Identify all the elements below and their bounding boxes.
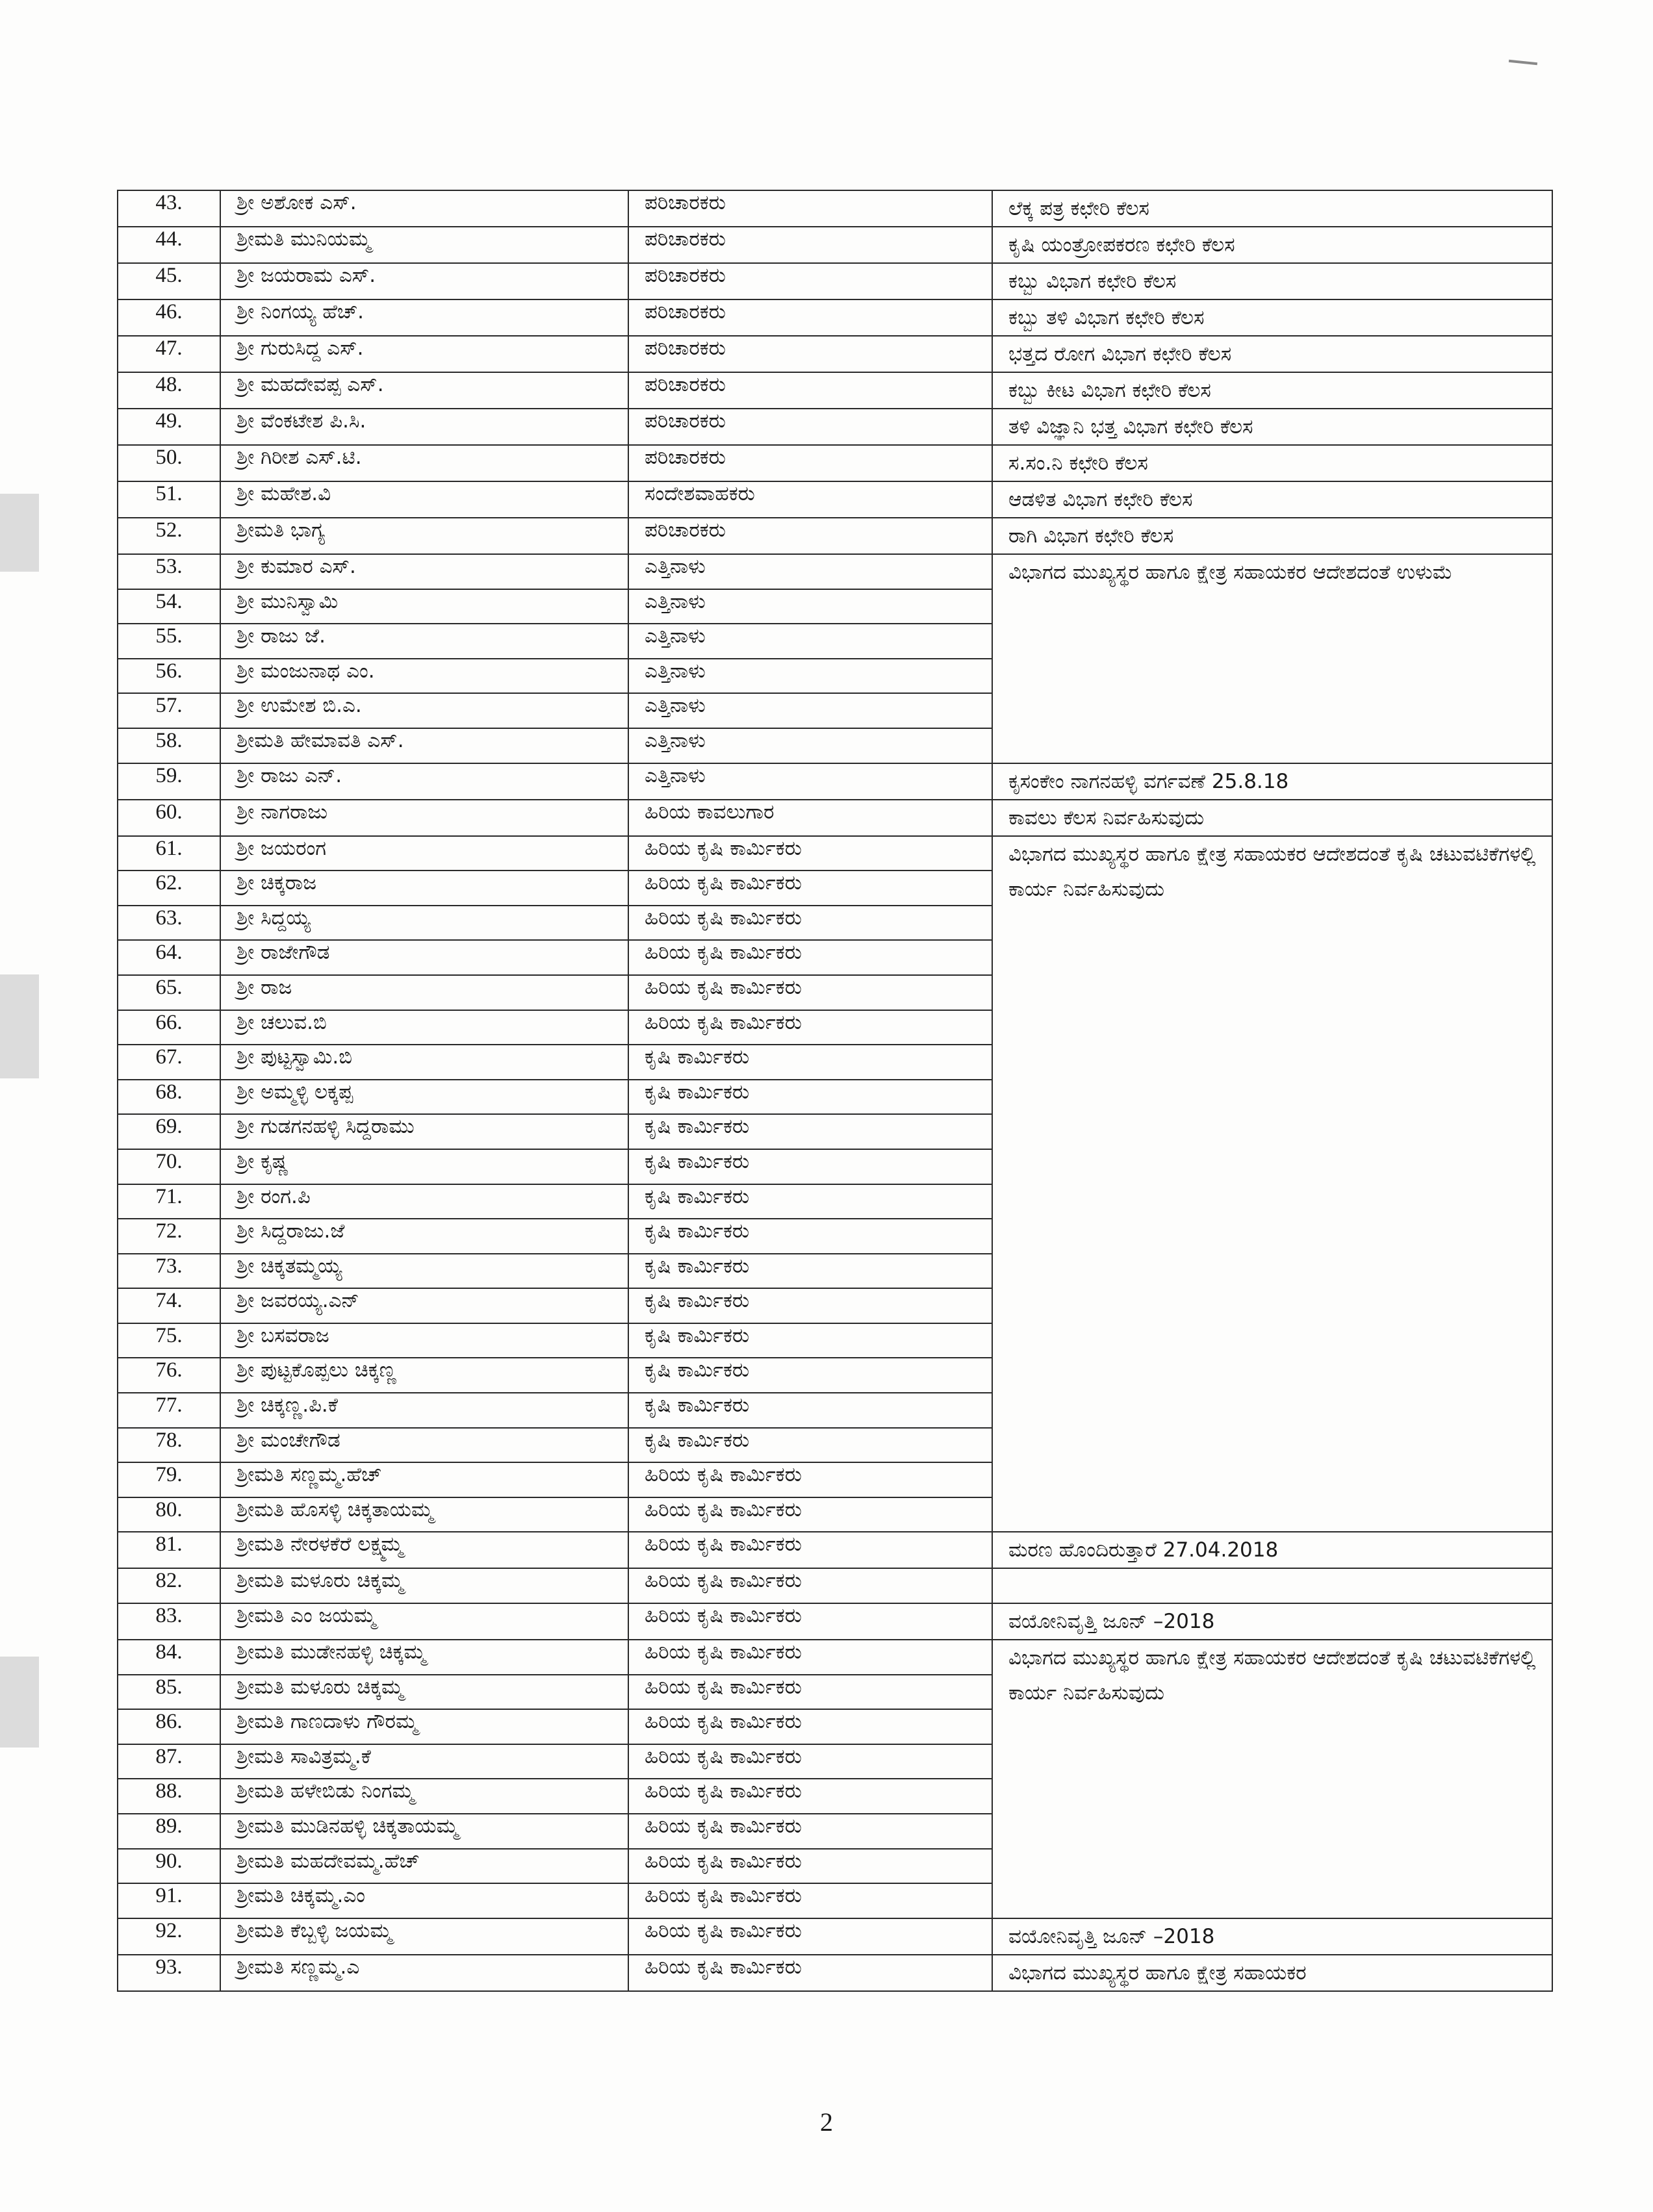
- employee-name-cell: ಶ್ರೀಮತಿ ಮುಡಿನಹಳ್ಳಿ ಚಿಕ್ಕತಾಯಮ್ಮ: [220, 1814, 628, 1849]
- serial-number-cell: 46.: [118, 299, 220, 336]
- serial-number-cell: 71.: [118, 1184, 220, 1219]
- work-assignment-cell: ಕೃಸಂಕೇಂ ನಾಗನಹಳ್ಳಿ ವರ್ಗವಣೆ 25.8.18: [992, 763, 1552, 800]
- employee-name-cell: ಶ್ರೀ ಗುರುಸಿದ್ದ ಎಸ್.: [220, 336, 628, 372]
- serial-number-cell: 67.: [118, 1045, 220, 1080]
- table-row: [118, 1532, 1552, 1568]
- employee-name-cell: ಶ್ರೀಮತಿ ಮಳೂರು ಚಿಕ್ಕಮ್ಮ: [220, 1568, 628, 1603]
- designation-cell: ಹಿರಿಯ ಕಾವಲುಗಾರ: [628, 800, 992, 836]
- employee-name-cell: ಶ್ರೀ ರಾಜ: [220, 975, 628, 1010]
- employee-name-cell: ಶ್ರೀ ಮಹೇಶ.ವಿ: [220, 481, 628, 518]
- serial-number-cell: 51.: [118, 481, 220, 518]
- employee-name-cell: ಶ್ರೀ ಮಂಚೇಗೌಡ: [220, 1428, 628, 1463]
- employee-name-cell: ಶ್ರೀ ಅಶೋಕ ಎಸ್.: [220, 190, 628, 227]
- employee-name-cell: ಶ್ರೀಮತಿ ಸಣ್ಣಮ್ಮ.ಎ: [220, 1955, 628, 1991]
- table-row: [118, 445, 1552, 481]
- designation-cell: ಎತ್ತಿನಾಳು: [628, 693, 992, 728]
- work-assignment-cell: ತಳಿ ವಿಜ್ಞಾನಿ ಭತ್ತ ವಿಭಾಗ ಕಛೇರಿ ಕೆಲಸ: [992, 409, 1552, 445]
- serial-number-cell: 92.: [118, 1918, 220, 1955]
- work-assignment-cell: ಲೆಕ್ಕ ಪತ್ರ ಕಛೇರಿ ಕೆಲಸ: [992, 190, 1552, 227]
- serial-number-cell: 74.: [118, 1288, 220, 1323]
- scan-edge-mark: [0, 494, 39, 572]
- employee-name-cell: ಶ್ರೀ ಜವರಯ್ಯ.ಎನ್: [220, 1288, 628, 1323]
- employee-name-cell: ಶ್ರೀ ಸಿದ್ದಯ್ಯ: [220, 906, 628, 941]
- designation-cell: ಹಿರಿಯ ಕೃಷಿ ಕಾರ್ಮಿಕರು: [628, 1568, 992, 1603]
- serial-number-cell: 73.: [118, 1254, 220, 1289]
- designation-cell: ಹಿರಿಯ ಕೃಷಿ ಕಾರ್ಮಿಕರು: [628, 836, 992, 871]
- employee-name-cell: ಶ್ರೀಮತಿ ಹೊಸಳ್ಳಿ ಚಿಕ್ಕತಾಯಮ್ಮ: [220, 1497, 628, 1532]
- employee-name-cell: ಶ್ರೀಮತಿ ಭಾಗ್ಯ: [220, 518, 628, 554]
- scan-corner-mark: [1509, 60, 1537, 66]
- designation-cell: ಎತ್ತಿನಾಳು: [628, 589, 992, 624]
- employee-name-cell: ಶ್ರೀಮತಿ ಹಳೇಬಿಡು ನಿಂಗಮ್ಮ: [220, 1779, 628, 1814]
- designation-cell: ಹಿರಿಯ ಕೃಷಿ ಕಾರ್ಮಿಕರು: [628, 1675, 992, 1710]
- work-assignment-cell: ವಯೋನಿವೃತ್ತಿ ಜೂನ್ –2018: [992, 1918, 1552, 1955]
- work-assignment-cell: ವಿಭಾಗದ ಮುಖ್ಯಸ್ಥರ ಹಾಗೂ ಕ್ಷೇತ್ರ ಸಹಾಯಕರ ಆದೇಶದಂತೆ ಉಳುಮೆ: [992, 554, 1552, 763]
- table-row: [118, 1603, 1552, 1640]
- work-assignment-cell: ವಿಭಾಗದ ಮುಖ್ಯಸ್ಥರ ಹಾಗೂ ಕ್ಷೇತ್ರ ಸಹಾಯಕರ ಆದೇಶದಂತೆ ಕೃಷಿ ಚಟುವಟಿಕೆಗಳಲ್ಲಿ ಕಾರ್ಯ ನಿರ್ವಹಿಸುವುದು: [992, 1640, 1552, 1918]
- employee-name-cell: ಶ್ರೀ ಚಿಕ್ಕಣ್ಣ.ಪಿ.ಕೆ: [220, 1393, 628, 1428]
- table-row: [118, 409, 1552, 445]
- designation-cell: ಕೃಷಿ ಕಾರ್ಮಿಕರು: [628, 1358, 992, 1393]
- employee-name-cell: ಶ್ರೀ ಮುನಿಸ್ವಾಮಿ: [220, 589, 628, 624]
- serial-number-cell: 45.: [118, 263, 220, 299]
- employee-name-cell: ಶ್ರೀಮತಿ ಕೆಬ್ಬಳ್ಳಿ ಜಯಮ್ಮ: [220, 1918, 628, 1955]
- serial-number-cell: 75.: [118, 1323, 220, 1358]
- work-assignment-cell: ಸ.ಸಂ.ನಿ ಕಛೇರಿ ಕೆಲಸ: [992, 445, 1552, 481]
- work-assignment-cell: ಕಾವಲು ಕೆಲಸ ನಿರ್ವಹಿಸುವುದು: [992, 800, 1552, 836]
- serial-number-cell: 81.: [118, 1532, 220, 1568]
- serial-number-cell: 43.: [118, 190, 220, 227]
- designation-cell: ಹಿರಿಯ ಕೃಷಿ ಕಾರ್ಮಿಕರು: [628, 1779, 992, 1814]
- employee-name-cell: ಶ್ರೀಮತಿ ಎಂ ಜಯಮ್ಮ: [220, 1603, 628, 1640]
- serial-number-cell: 80.: [118, 1497, 220, 1532]
- serial-number-cell: 52.: [118, 518, 220, 554]
- table-row: [118, 263, 1552, 299]
- employee-name-cell: ಶ್ರೀ ರಾಜು ಜೆ.: [220, 624, 628, 659]
- work-assignment-cell: ಆಡಳಿತ ವಿಭಾಗ ಕಛೇರಿ ಕೆಲಸ: [992, 481, 1552, 518]
- employee-name-cell: ಶ್ರೀಮತಿ ಮುಡೇನಹಳ್ಳಿ ಚಿಕ್ಕಮ್ಮ: [220, 1640, 628, 1675]
- designation-cell: ಕೃಷಿ ಕಾರ್ಮಿಕರು: [628, 1323, 992, 1358]
- table-row: [118, 336, 1552, 372]
- employee-name-cell: ಶ್ರೀ ಅಮ್ಮಳ್ಳಿ ಲಕ್ಕಪ್ಪ: [220, 1080, 628, 1115]
- designation-cell: ಪರಿಚಾರಕರು: [628, 336, 992, 372]
- serial-number-cell: 63.: [118, 906, 220, 941]
- designation-cell: ಎತ್ತಿನಾಳು: [628, 659, 992, 694]
- serial-number-cell: 65.: [118, 975, 220, 1010]
- serial-number-cell: 60.: [118, 800, 220, 836]
- scan-edge-mark: [0, 974, 39, 1078]
- serial-number-cell: 62.: [118, 871, 220, 906]
- employee-name-cell: ಶ್ರೀಮತಿ ಚಿಕ್ಕಮ್ಮ.ಎಂ: [220, 1883, 628, 1918]
- serial-number-cell: 68.: [118, 1080, 220, 1115]
- designation-cell: ಹಿರಿಯ ಕೃಷಿ ಕಾರ್ಮಿಕರು: [628, 1814, 992, 1849]
- designation-cell: ಹಿರಿಯ ಕೃಷಿ ಕಾರ್ಮಿಕರು: [628, 1640, 992, 1675]
- table-row: [118, 299, 1552, 336]
- employee-name-cell: ಶ್ರೀ ನಾಗರಾಜು: [220, 800, 628, 836]
- designation-cell: ಪರಿಚಾರಕರು: [628, 372, 992, 409]
- serial-number-cell: 76.: [118, 1358, 220, 1393]
- table-row: [118, 1568, 1552, 1603]
- employee-name-cell: ಶ್ರೀ ಕುಮಾರ ಎಸ್.: [220, 554, 628, 589]
- serial-number-cell: 64.: [118, 940, 220, 975]
- designation-cell: ಪರಿಚಾರಕರು: [628, 227, 992, 263]
- designation-cell: ಹಿರಿಯ ಕೃಷಿ ಕಾರ್ಮಿಕರು: [628, 940, 992, 975]
- serial-number-cell: 90.: [118, 1849, 220, 1884]
- designation-cell: ಹಿರಿಯ ಕೃಷಿ ಕಾರ್ಮಿಕರು: [628, 1709, 992, 1744]
- serial-number-cell: 69.: [118, 1114, 220, 1149]
- serial-number-cell: 54.: [118, 589, 220, 624]
- designation-cell: ಪರಿಚಾರಕರು: [628, 518, 992, 554]
- employee-name-cell: ಶ್ರೀ ಬಸವರಾಜ: [220, 1323, 628, 1358]
- serial-number-cell: 47.: [118, 336, 220, 372]
- serial-number-cell: 59.: [118, 763, 220, 800]
- serial-number-cell: 79.: [118, 1462, 220, 1497]
- serial-number-cell: 53.: [118, 554, 220, 589]
- employee-name-cell: ಶ್ರೀ ಉಮೇಶ ಬಿ.ಎ.: [220, 693, 628, 728]
- designation-cell: ಹಿರಿಯ ಕೃಷಿ ಕಾರ್ಮಿಕರು: [628, 1010, 992, 1045]
- serial-number-cell: 61.: [118, 836, 220, 871]
- designation-cell: ಹಿರಿಯ ಕೃಷಿ ಕಾರ್ಮಿಕರು: [628, 1497, 992, 1532]
- designation-cell: ಕೃಷಿ ಕಾರ್ಮಿಕರು: [628, 1254, 992, 1289]
- employee-name-cell: ಶ್ರೀಮತಿ ನೇರಳಕೆರೆ ಲಕ್ಷ್ಮಮ್ಮ: [220, 1532, 628, 1568]
- designation-cell: ಪರಿಚಾರಕರು: [628, 299, 992, 336]
- designation-cell: ಎತ್ತಿನಾಳು: [628, 554, 992, 589]
- work-assignment-cell: ಕಬ್ಬು ಕೀಟ ವಿಭಾಗ ಕಛೇರಿ ಕೆಲಸ: [992, 372, 1552, 409]
- staff-assignment-table: [117, 190, 1553, 1992]
- employee-name-cell: ಶ್ರೀ ಕೃಷ್ಣ: [220, 1149, 628, 1184]
- page-number: 2: [820, 2107, 833, 2137]
- designation-cell: ಹಿರಿಯ ಕೃಷಿ ಕಾರ್ಮಿಕರು: [628, 906, 992, 941]
- table-row: [118, 518, 1552, 554]
- serial-number-cell: 58.: [118, 728, 220, 763]
- designation-cell: ಹಿರಿಯ ಕೃಷಿ ಕಾರ್ಮಿಕರು: [628, 1883, 992, 1918]
- work-assignment-cell: ವಯೋನಿವೃತ್ತಿ ಜೂನ್ –2018: [992, 1603, 1552, 1640]
- designation-cell: ಪರಿಚಾರಕರು: [628, 409, 992, 445]
- employee-name-cell: ಶ್ರೀ ಪುಟ್ಟಕೊಪ್ಪಲು ಚಿಕ್ಕಣ್ಣ: [220, 1358, 628, 1393]
- employee-name-cell: ಶ್ರೀ ಚಲುವ.ಬಿ: [220, 1010, 628, 1045]
- designation-cell: ಹಿರಿಯ ಕೃಷಿ ಕಾರ್ಮಿಕರು: [628, 1849, 992, 1884]
- designation-cell: ಕೃಷಿ ಕಾರ್ಮಿಕರು: [628, 1080, 992, 1115]
- serial-number-cell: 50.: [118, 445, 220, 481]
- designation-cell: ಕೃಷಿ ಕಾರ್ಮಿಕರು: [628, 1114, 992, 1149]
- designation-cell: ಸಂದೇಶವಾಹಕರು: [628, 481, 992, 518]
- work-assignment-cell: ಕಬ್ಬು ವಿಭಾಗ ಕಛೇರಿ ಕೆಲಸ: [992, 263, 1552, 299]
- employee-name-cell: ಶ್ರೀಮತಿ ಗಾಣದಾಳು ಗೌರಮ್ಮ: [220, 1709, 628, 1744]
- serial-number-cell: 84.: [118, 1640, 220, 1675]
- designation-cell: ಎತ್ತಿನಾಳು: [628, 624, 992, 659]
- serial-number-cell: 85.: [118, 1675, 220, 1710]
- table-row: [118, 1918, 1552, 1955]
- table-row: [118, 1955, 1552, 1991]
- employee-name-cell: ಶ್ರೀಮತಿ ಮಳೂರು ಚಿಕ್ಕಮ್ಮ: [220, 1675, 628, 1710]
- employee-name-cell: ಶ್ರೀ ನಿಂಗಯ್ಯ ಹೆಚ್.: [220, 299, 628, 336]
- designation-cell: ಕೃಷಿ ಕಾರ್ಮಿಕರು: [628, 1184, 992, 1219]
- serial-number-cell: 44.: [118, 227, 220, 263]
- work-assignment-cell: ರಾಗಿ ವಿಭಾಗ ಕಛೇರಿ ಕೆಲಸ: [992, 518, 1552, 554]
- employee-name-cell: ಶ್ರೀ ಜಯರಂಗ: [220, 836, 628, 871]
- designation-cell: ಹಿರಿಯ ಕೃಷಿ ಕಾರ್ಮಿಕರು: [628, 1603, 992, 1640]
- designation-cell: ಹಿರಿಯ ಕೃಷಿ ಕಾರ್ಮಿಕರು: [628, 1918, 992, 1955]
- table-body: [118, 190, 1552, 1991]
- designation-cell: ಕೃಷಿ ಕಾರ್ಮಿಕರು: [628, 1149, 992, 1184]
- employee-name-cell: ಶ್ರೀಮತಿ ಹೇಮಾವತಿ ಎಸ್.: [220, 728, 628, 763]
- designation-cell: ಹಿರಿಯ ಕೃಷಿ ಕಾರ್ಮಿಕರು: [628, 1744, 992, 1779]
- serial-number-cell: 48.: [118, 372, 220, 409]
- designation-cell: ಕೃಷಿ ಕಾರ್ಮಿಕರು: [628, 1045, 992, 1080]
- designation-cell: ಎತ್ತಿನಾಳು: [628, 728, 992, 763]
- serial-number-cell: 70.: [118, 1149, 220, 1184]
- serial-number-cell: 55.: [118, 624, 220, 659]
- serial-number-cell: 56.: [118, 659, 220, 694]
- employee-name-cell: ಶ್ರೀ ಚಿಕ್ಕರಾಜ: [220, 871, 628, 906]
- serial-number-cell: 93.: [118, 1955, 220, 1991]
- employee-name-cell: ಶ್ರೀ ಚಿಕ್ಕತಮ್ಮಯ್ಯ: [220, 1254, 628, 1289]
- table-row: [118, 836, 1552, 871]
- scan-edge-mark: [0, 1657, 39, 1748]
- work-assignment-cell: [992, 1568, 1552, 1603]
- serial-number-cell: 86.: [118, 1709, 220, 1744]
- work-assignment-cell: ಕಬ್ಬು ತಳಿ ವಿಭಾಗ ಕಛೇರಿ ಕೆಲಸ: [992, 299, 1552, 336]
- work-assignment-cell: ವಿಭಾಗದ ಮುಖ್ಯಸ್ಥರ ಹಾಗೂ ಕ್ಷೇತ್ರ ಸಹಾಯಕರ ಆದೇಶದಂತೆ ಕೃಷಿ ಚಟುವಟಿಕೆಗಳಲ್ಲಿ ಕಾರ್ಯ ನಿರ್ವಹಿಸುವುದು: [992, 836, 1552, 1532]
- table-row: [118, 554, 1552, 589]
- serial-number-cell: 49.: [118, 409, 220, 445]
- employee-name-cell: ಶ್ರೀಮತಿ ಸಾವಿತ್ರಮ್ಮ.ಕೆ: [220, 1744, 628, 1779]
- serial-number-cell: 57.: [118, 693, 220, 728]
- serial-number-cell: 83.: [118, 1603, 220, 1640]
- work-assignment-cell: ಮರಣ ಹೊಂದಿರುತ್ತಾರೆ 27.04.2018: [992, 1532, 1552, 1568]
- work-assignment-cell: ಕೃಷಿ ಯಂತ್ರೋಪಕರಣ ಕಛೇರಿ ಕೆಲಸ: [992, 227, 1552, 263]
- serial-number-cell: 88.: [118, 1779, 220, 1814]
- employee-name-cell: ಶ್ರೀ ವೆಂಕಟೇಶ ಪಿ.ಸಿ.: [220, 409, 628, 445]
- employee-name-cell: ಶ್ರೀ ಪುಟ್ಟಸ್ವಾಮಿ.ಬಿ: [220, 1045, 628, 1080]
- designation-cell: ಎತ್ತಿನಾಳು: [628, 763, 992, 800]
- serial-number-cell: 72.: [118, 1219, 220, 1254]
- table-row: [118, 481, 1552, 518]
- employee-name-cell: ಶ್ರೀ ರಾಜೇಗೌಡ: [220, 940, 628, 975]
- employee-name-cell: ಶ್ರೀ ಮಹದೇವಪ್ಪ ಎಸ್.: [220, 372, 628, 409]
- employee-name-cell: ಶ್ರೀ ಸಿದ್ದರಾಜು.ಜೆ: [220, 1219, 628, 1254]
- employee-name-cell: ಶ್ರೀ ರಂಗ.ಪಿ: [220, 1184, 628, 1219]
- designation-cell: ಕೃಷಿ ಕಾರ್ಮಿಕರು: [628, 1288, 992, 1323]
- designation-cell: ಕೃಷಿ ಕಾರ್ಮಿಕರು: [628, 1428, 992, 1463]
- employee-name-cell: ಶ್ರೀ ಗಿರೀಶ ಎಸ್.ಟಿ.: [220, 445, 628, 481]
- designation-cell: ಹಿರಿಯ ಕೃಷಿ ಕಾರ್ಮಿಕರು: [628, 1955, 992, 1991]
- table-row: [118, 190, 1552, 227]
- designation-cell: ಹಿರಿಯ ಕೃಷಿ ಕಾರ್ಮಿಕರು: [628, 975, 992, 1010]
- table-row: [118, 800, 1552, 836]
- designation-cell: ಹಿರಿಯ ಕೃಷಿ ಕಾರ್ಮಿಕರು: [628, 1462, 992, 1497]
- employee-name-cell: ಶ್ರೀ ರಾಜು ಎನ್.: [220, 763, 628, 800]
- employee-name-cell: ಶ್ರೀಮತಿ ಸಣ್ಣಮ್ಮ.ಹೆಚ್: [220, 1462, 628, 1497]
- designation-cell: ಪರಿಚಾರಕರು: [628, 445, 992, 481]
- designation-cell: ಪರಿಚಾರಕರು: [628, 263, 992, 299]
- serial-number-cell: 82.: [118, 1568, 220, 1603]
- employee-name-cell: ಶ್ರೀಮತಿ ಮಹದೇವಮ್ಮ.ಹೆಚ್: [220, 1849, 628, 1884]
- serial-number-cell: 77.: [118, 1393, 220, 1428]
- table-row: [118, 372, 1552, 409]
- employee-name-cell: ಶ್ರೀ ಮಂಜುನಾಥ ಎಂ.: [220, 659, 628, 694]
- designation-cell: ಹಿರಿಯ ಕೃಷಿ ಕಾರ್ಮಿಕರು: [628, 1532, 992, 1568]
- serial-number-cell: 78.: [118, 1428, 220, 1463]
- table-row: [118, 227, 1552, 263]
- employee-name-cell: ಶ್ರೀಮತಿ ಮುನಿಯಮ್ಮ: [220, 227, 628, 263]
- serial-number-cell: 66.: [118, 1010, 220, 1045]
- employee-name-cell: ಶ್ರೀ ಜಯರಾಮ ಎಸ್.: [220, 263, 628, 299]
- table-row: [118, 763, 1552, 800]
- designation-cell: ಪರಿಚಾರಕರು: [628, 190, 992, 227]
- serial-number-cell: 89.: [118, 1814, 220, 1849]
- serial-number-cell: 87.: [118, 1744, 220, 1779]
- designation-cell: ಕೃಷಿ ಕಾರ್ಮಿಕರು: [628, 1393, 992, 1428]
- table-row: [118, 1640, 1552, 1675]
- serial-number-cell: 91.: [118, 1883, 220, 1918]
- work-assignment-cell: ಭತ್ತದ ರೋಗ ವಿಭಾಗ ಕಛೇರಿ ಕೆಲಸ: [992, 336, 1552, 372]
- designation-cell: ಕೃಷಿ ಕಾರ್ಮಿಕರು: [628, 1219, 992, 1254]
- employee-name-cell: ಶ್ರೀ ಗುಡಗನಹಳ್ಳಿ ಸಿದ್ದರಾಮು: [220, 1114, 628, 1149]
- designation-cell: ಹಿರಿಯ ಕೃಷಿ ಕಾರ್ಮಿಕರು: [628, 871, 992, 906]
- work-assignment-cell: ವಿಭಾಗದ ಮುಖ್ಯಸ್ಥರ ಹಾಗೂ ಕ್ಷೇತ್ರ ಸಹಾಯಕರ: [992, 1955, 1552, 1991]
